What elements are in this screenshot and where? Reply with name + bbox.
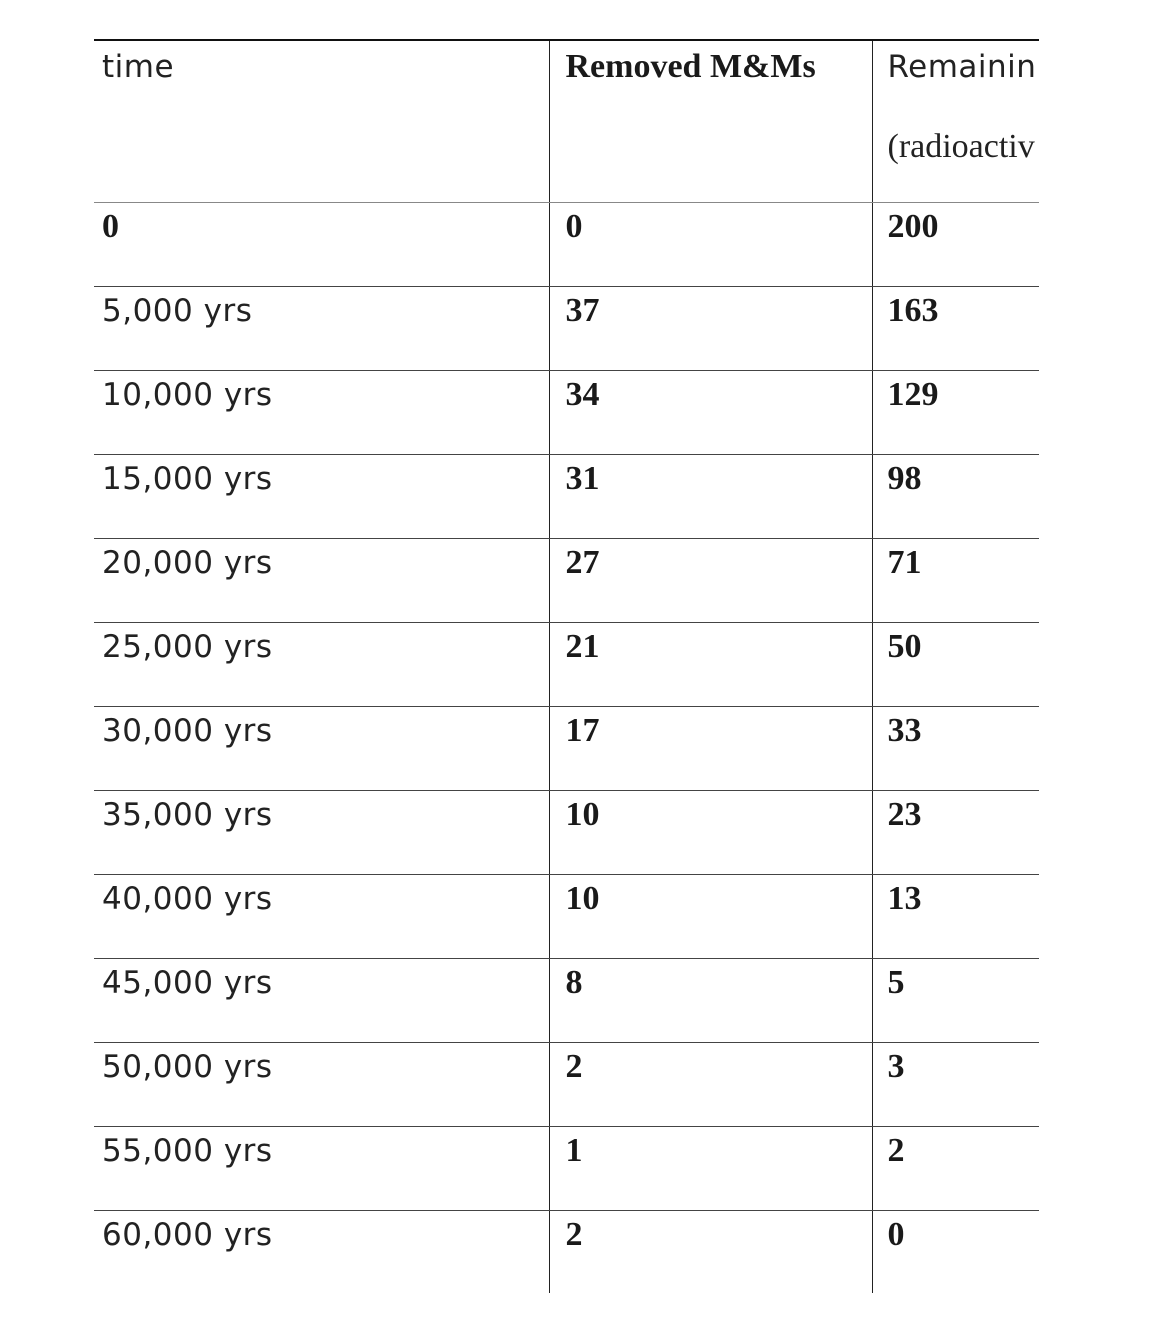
table-row [94,539,1039,623]
time-value: 55,000 yrs [102,1133,273,1169]
table-row [94,959,1039,1043]
cell-remaining [872,1211,1039,1294]
cell-time [94,1127,549,1211]
removed-value: 2 [565,1216,583,1253]
removed-value: 31 [565,460,600,497]
decay-table [94,39,1039,1293]
cell-remaining [872,623,1039,707]
removed-value: 21 [565,628,600,665]
table-row [94,707,1039,791]
cell-removed [549,539,872,623]
cell-remaining [872,203,1039,287]
cell-remaining [872,707,1039,791]
time-value: 5,000 yrs [102,293,253,329]
time-value: 45,000 yrs [102,965,273,1001]
cell-time [94,707,549,791]
removed-value: 2 [565,1048,583,1085]
remaining-value: 50 [887,628,922,665]
header-remaining-sublabel: (radioactiv [887,128,1035,165]
removed-value: 0 [565,208,583,245]
header-removed-label: Removed M&Ms [565,48,816,85]
remaining-value: 71 [887,544,922,581]
table-row [94,623,1039,707]
cell-time [94,1043,549,1127]
cell-removed [549,287,872,371]
removed-value: 10 [565,880,600,917]
header-removed [549,40,872,203]
remaining-value: 23 [887,796,922,833]
cell-remaining [872,875,1039,959]
decay-table-container [94,39,1039,1293]
cell-remaining [872,539,1039,623]
time-value: 30,000 yrs [102,713,273,749]
table-row [94,203,1039,287]
cell-removed [549,623,872,707]
cell-time [94,875,549,959]
header-time-label: time [102,49,175,85]
time-value: 35,000 yrs [102,797,273,833]
cell-time [94,287,549,371]
cell-time [94,623,549,707]
header-remaining [872,40,1039,203]
removed-value: 27 [565,544,600,581]
header-remaining-label: Remainin [887,49,1037,85]
cell-time [94,203,549,287]
cell-remaining [872,959,1039,1043]
remaining-value: 163 [887,292,939,329]
table-row [94,455,1039,539]
remaining-value: 5 [887,964,905,1001]
removed-value: 17 [565,712,600,749]
cell-removed [549,959,872,1043]
time-value: 25,000 yrs [102,629,273,665]
cell-removed [549,1211,872,1294]
cell-removed [549,455,872,539]
cell-removed [549,371,872,455]
table-row [94,1127,1039,1211]
cell-time [94,1211,549,1294]
cell-remaining [872,791,1039,875]
cell-removed [549,707,872,791]
removed-value: 34 [565,376,600,413]
remaining-value: 13 [887,880,922,917]
cell-time [94,539,549,623]
cell-removed [549,1043,872,1127]
cell-remaining [872,1043,1039,1127]
remaining-value: 0 [887,1216,905,1253]
remaining-value: 129 [887,376,939,413]
time-value: 15,000 yrs [102,461,273,497]
cell-removed [549,875,872,959]
table-row [94,875,1039,959]
table-row [94,1043,1039,1127]
time-value: 50,000 yrs [102,1049,273,1085]
remaining-value: 2 [887,1132,905,1169]
cell-remaining [872,455,1039,539]
cell-time [94,371,549,455]
removed-value: 1 [565,1132,583,1169]
remaining-value: 33 [887,712,922,749]
cell-removed [549,1127,872,1211]
cell-removed [549,203,872,287]
header-time [94,40,549,203]
cell-removed [549,791,872,875]
cell-remaining [872,287,1039,371]
removed-value: 37 [565,292,600,329]
table-row [94,287,1039,371]
table-row [94,371,1039,455]
time-value: 0 [102,208,119,245]
table-row [94,791,1039,875]
cell-remaining [872,371,1039,455]
remaining-value: 200 [887,208,939,245]
cell-time [94,791,549,875]
time-value: 60,000 yrs [102,1217,273,1253]
cell-remaining [872,1127,1039,1211]
time-value: 10,000 yrs [102,377,273,413]
time-value: 20,000 yrs [102,545,273,581]
header-row [94,40,1039,203]
cell-time [94,455,549,539]
time-value: 40,000 yrs [102,881,273,917]
table-row [94,1211,1039,1294]
remaining-value: 98 [887,460,922,497]
table-body [94,203,1039,1294]
removed-value: 8 [565,964,583,1001]
remaining-value: 3 [887,1048,905,1085]
cell-time [94,959,549,1043]
removed-value: 10 [565,796,600,833]
